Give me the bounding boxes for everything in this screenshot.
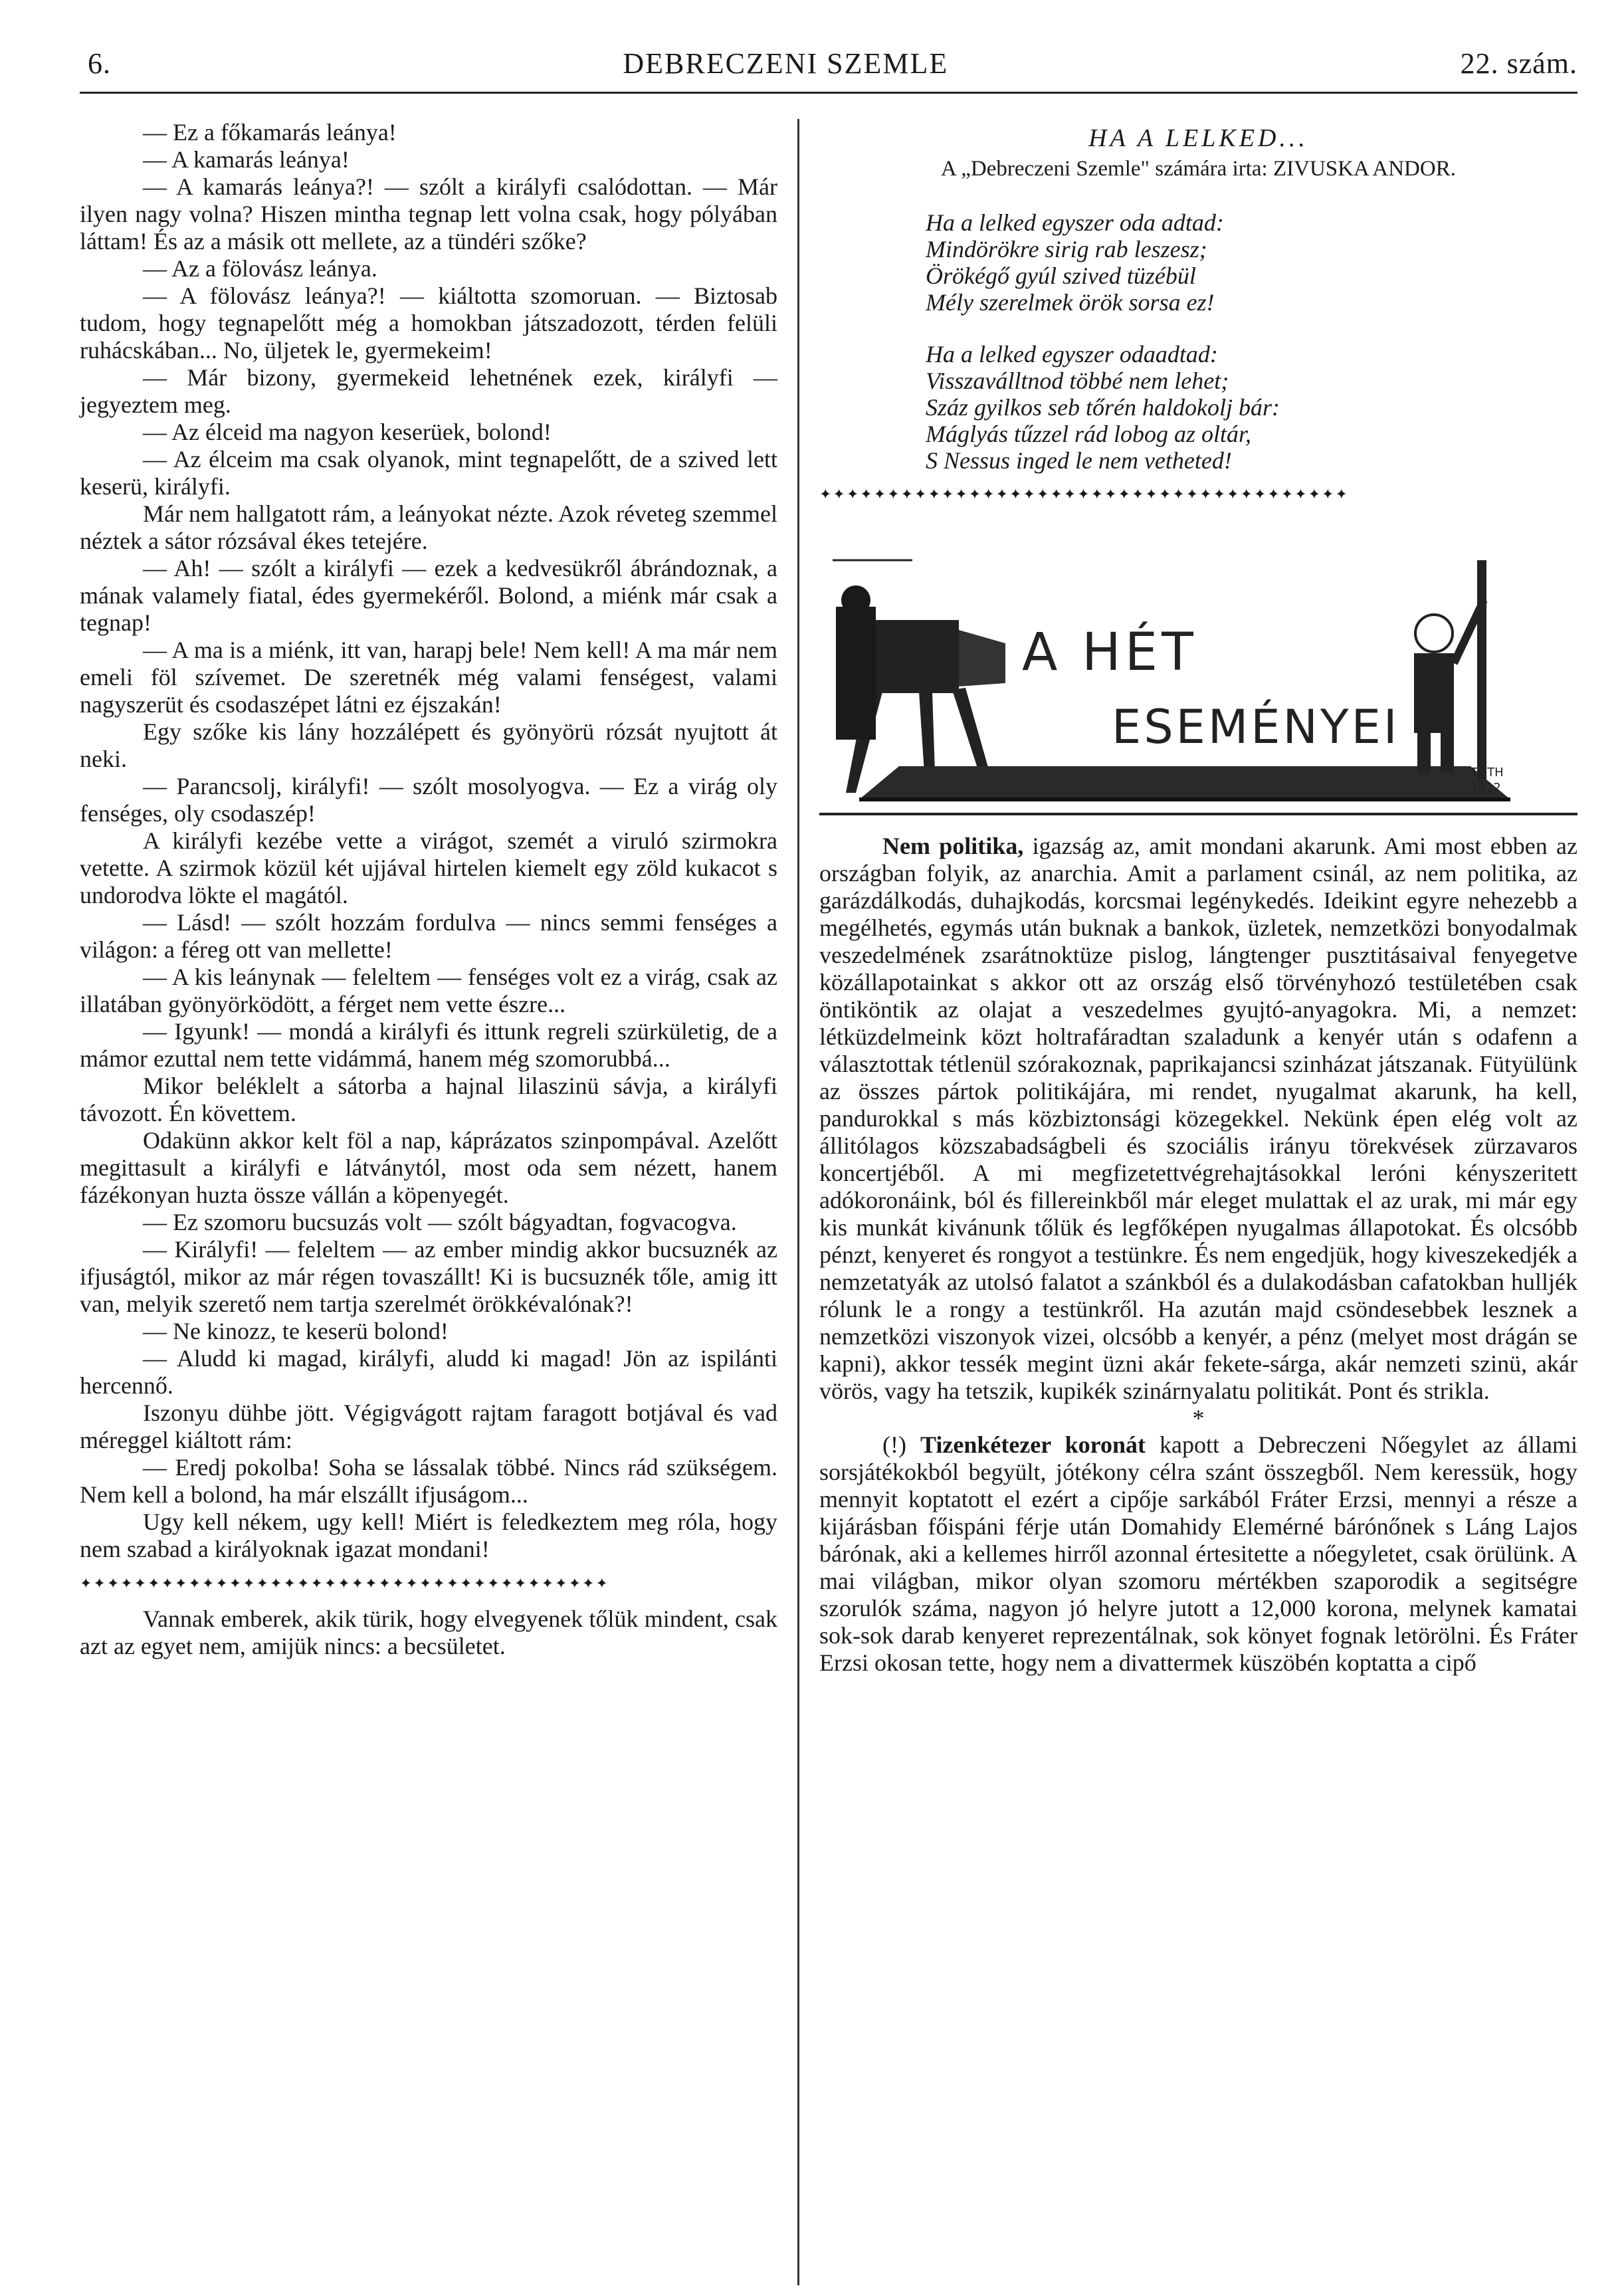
ornament-divider: ✦✦✦✦✦✦✦✦✦✦✦✦✦✦✦✦✦✦✦✦✦✦✦✦✦✦✦✦✦✦✦✦✦✦✦✦✦✦✦	[819, 486, 1349, 503]
columns	[80, 119, 1577, 2285]
paragraph: — Lásd! — szólt hozzám fordulva — nincs semmi fenséges a világon: a féreg ott van mellette!	[80, 909, 777, 963]
paragraph: — Parancsolj, királyfi! — szólt mosolyogva. — Ez a virág oly fenséges, oly csodaszép!	[80, 773, 777, 827]
paragraph: — Az élceid ma nagyon keserüek, bolond!	[143, 419, 552, 445]
article-paragraph	[819, 833, 1577, 1405]
camera-illustration	[836, 585, 1005, 793]
page-number: 6.	[88, 47, 111, 80]
paragraph: Mikor beléklelt a sátorba a hajnal lilaszinü sávja, a királyfi távozott. Én követtem.	[80, 1073, 777, 1126]
article-lead: Tizenkétezer koronát	[920, 1431, 1146, 1458]
poem-line: Örökégő gyúl szived tüzébül	[926, 262, 1196, 289]
banner-illustration	[819, 520, 1524, 813]
article-paragraph	[819, 1431, 1577, 1677]
paragraph: A királyfi kezébe vette a virágot, szemét a viruló szirmokra vetette. A szirmok közül két ujjával hirtelen kiemelt egy zöld kukacot s undorodva lökte el magától.	[80, 827, 777, 908]
publication-title: DEBRECZENI SZEMLE	[623, 47, 949, 80]
poem-subtitle: A „Debreczeni Szemle" számára irta: ZIVUSKA ANDOR.	[941, 157, 1456, 181]
paragraph: — A kamarás leánya!	[143, 146, 350, 173]
paragraph: Iszonyu dühbe jött. Végigvágott rajtam faragott botjával és vad méreggel kiáltott rám:	[80, 1400, 777, 1453]
poem-stanza	[926, 209, 1577, 316]
paragraph: — Igyunk! — mondá a királyfi és ittunk regreli szürkületig, de a mámor ezuttal nem tette vidámmá, hanem még szomorubbá...	[80, 1018, 777, 1072]
poem-line: Ha a lelked egyszer odaadtad:	[926, 341, 1218, 367]
poem-line: Mindörökre sirig rab leszesz;	[926, 236, 1207, 262]
poem-line: Mély szerelmek örök sorsa ez!	[926, 289, 1215, 316]
article-lead: Nem politika,	[882, 833, 1024, 859]
paragraph: — Ne kinozz, te keserü bolond!	[143, 1318, 449, 1344]
paragraph: Odakünn akkor kelt föl a nap, káprázatos szinpompával. Azelőtt megittasult a királyfi e látványtól, most oda sem nézett, hanem fázékonyan huzta össze vállán a köpenyegét.	[80, 1127, 777, 1208]
paragraph: Vannak emberek, akik türik, hogy elvegyenek tőlük mindent, csak azt az egyet nem, amijük nincs: a becsületet.	[80, 1606, 777, 1659]
poem-line: S Nessus inged le nem vetheted!	[926, 447, 1232, 474]
issue-number: 22. szám.	[1460, 47, 1577, 80]
poem-line: Visszaválltnod többé nem lehet;	[926, 367, 1229, 394]
banner-year: 1912	[1471, 781, 1501, 795]
header-rule	[80, 92, 1577, 94]
paragraph: — A kis leánynak — feleltem — fenséges volt ez a virág, csak az illatában gyönyörködött, a férget nem vette észre...	[80, 964, 777, 1017]
paragraph: — Eredj pokolba! Soha se lássalak többé. Nincs rád szükségem. Nem kell a bolond, ha már elszállt ifjuságom...	[80, 1454, 777, 1508]
article-prefix: (!)	[882, 1431, 921, 1458]
paragraph: — Ez a főkamarás leánya!	[143, 119, 397, 146]
section-banner	[819, 520, 1577, 815]
boy-illustration	[1414, 560, 1486, 780]
article-text: igazság az, amit mondani akarunk. Ami most ebben az országban folyik, az anarchia. Amit a parlament csinál, az nem politika, az garázdálkodás, duhajkodás, korcsmai legénykedés. Ideikint egyre nehezebb a megélhetés, egymás után buknak a bankok, üzletek, nemzetközi bonyodalmak veszedelmének zsarátnoktüze pislog, lángtenger pusztitásaival fenyegetve közállapotainkat s akkor ott az ország első törvényhozó testületében csak öntiköntik az olajat a veszedelmes gyujtó-anyagokra. Mi, a nemzet: létküzdelmeink közt holtrafáradtan szaladunk a kenyér után s odafenn a választottak tétlenül szórakoznak, paprikajancsi szinházat játszanak. Fütyülünk az összes pártok politikájára, mi rendet, nyugalmat akarunk, ha kell, pandurokkal s más közbiztonsági közegekkel. Nekünk épen elég volt az állitólagos közszabadságbeli és szociális irányu törekvések zürzavaros koncertjéből. A mi megfizetettvégrehajtásokkal leróni kényszeritett adókoronáink, ból és fillereinkből már eleget mulattak el az urak, mi már egy kis munkát kivánunk tőlük és legfőképen nyugalmas állapotokat. És olcsóbb pénzt, kenyeret és rongyot a testünkre. És nem engedjük, hogy kiveszekedjék a nemzetatyák az utolsó falatot a szánkból és a dulakodásban cafatokban hulljék rólunk le a rongy a testünkről. Ha azután majd csöndesebbek lesznek a nemzetközi viszonyok vizei, olcsóbb a kenyér, a pénz (melyet most drágán se kapni), akkor tessék megint üzni akár fekete-sárga, akár nemzeti szinü, akár vörös, vagy ha tetszik, kupikék szinárnyalatu politikát. Pont és strikla.	[819, 833, 1577, 1404]
poem-line: Máglyás tűzzel rád lobog az oltár,	[926, 421, 1252, 447]
paragraph: — Az élceim ma csak olyanok, mint tegnapelőtt, de a szived lett keserü, királyfi.	[80, 446, 777, 500]
paragraph: — Ez szomoru bucsuzás volt — szólt bágyadtan, fogvacogva.	[143, 1209, 737, 1235]
paragraph: — Ah! — szólt a királyfi — ezek a kedvesükről ábrándoznak, a mának valamely fiatal, édes gyermekéről. Bolond, a miénk már csak a tegnap!	[80, 555, 777, 636]
paragraph: Egy szőke kis lány hozzálépett és gyönyörü rózsát nyujtott át neki.	[80, 718, 777, 772]
paragraph: — A kamarás leánya?! — szólt a királyfi csalódottan. — Már ilyen nagy volna? Hiszen mintha tegnap lett volna csak, hogy pólyában láttam! És az a másik ott mellete, az a tündéri szőke?	[80, 173, 777, 255]
paragraph: — A ma is a miénk, itt van, harapj bele! Nem kell! A ma már nem emeli föl szívemet. De szeretnék még valami fenségest, valami nagyszerüt és csodaszépet látni ez éjszakán!	[80, 637, 777, 718]
paragraph: — Az a fölovász leánya.	[143, 255, 377, 282]
page-header	[80, 47, 1577, 92]
section-separator: *	[1192, 1405, 1205, 1431]
banner-signature: TÓTH	[1471, 766, 1504, 780]
paragraph: — Aludd ki magad, királyfi, aludd ki magad! Jön az ispilánti hercennő.	[80, 1345, 777, 1399]
poem-title: HA A LELKED...	[1088, 124, 1308, 152]
paragraph: Már nem hallgatott rám, a leányokat nézte. Azok réveteg szemmel néztek a sátor rózsával ékes tetejére.	[80, 500, 777, 554]
banner-title-line1: A HÉT	[1022, 623, 1197, 682]
poem-line: Ha a lelked egyszer oda adtad:	[926, 209, 1224, 236]
poem-line: Száz gyilkos seb tőrén haldokolj bár:	[926, 394, 1280, 421]
paragraph: — Királyfi! — feleltem — az ember mindig akkor bucsuznék az ifjuságtól, mikor az már régen tovaszállt! Ki is bucsuznék tőle, amig itt van, melyik szerető nem tartja szerelmét örökkévalónak?!	[80, 1236, 777, 1317]
poem-stanza	[926, 341, 1577, 474]
paragraph: — A fölovász leánya?! — kiáltotta szomoruan. — Biztosab tudom, hogy tegnapelőtt még a homokban játszadozott, térden felüli ruhácskában... No, üljetek le, gyermekeim!	[80, 282, 777, 364]
banner-title-line2: ESEMÉNYEI	[1112, 700, 1400, 754]
paragraph: — Már bizony, gyermekeid lehetnének ezek, királyfi — jegyeztem meg.	[80, 364, 777, 418]
paragraph: Ugy kell nékem, ugy kell! Miért is feledkeztem meg róla, hogy nem szabad a királyoknak igazat mondani!	[80, 1509, 777, 1562]
article-text: kapott a Debreczeni Nőegylet az állami sorsjátékokból begyült, jótékony célra szánt összegből. Nem keressük, hogy mennyit koptatott el ezért a cipője sarkából Fráter Erzsi, mennyi a része a kijárásban főispáni férje után Domahidy Elemérné bárónőnek s Láng Lajos bárónak, aki a kellemes hirről azonnal értesitette a nőegyletet, csak örülünk. A mai világban, mikor olyan szomoru mértékben szaporodik a segitségre szorulók száma, nagyon jó helyre jutott a 12,000 korona, melynek kamatai sok-sok darab kenyeret reprezentálnak, sok könyet fognak letörölni. És Fráter Erzsi okosan tette, hogy nem a divattermek küszöbén koptatta a cipő	[819, 1431, 1577, 1676]
right-column	[799, 119, 1577, 2285]
ornament-divider: ✦✦✦✦✦✦✦✦✦✦✦✦✦✦✦✦✦✦✦✦✦✦✦✦✦✦✦✦✦✦✦✦✦✦✦✦✦✦✦	[80, 1576, 609, 1592]
left-column	[80, 119, 797, 2285]
